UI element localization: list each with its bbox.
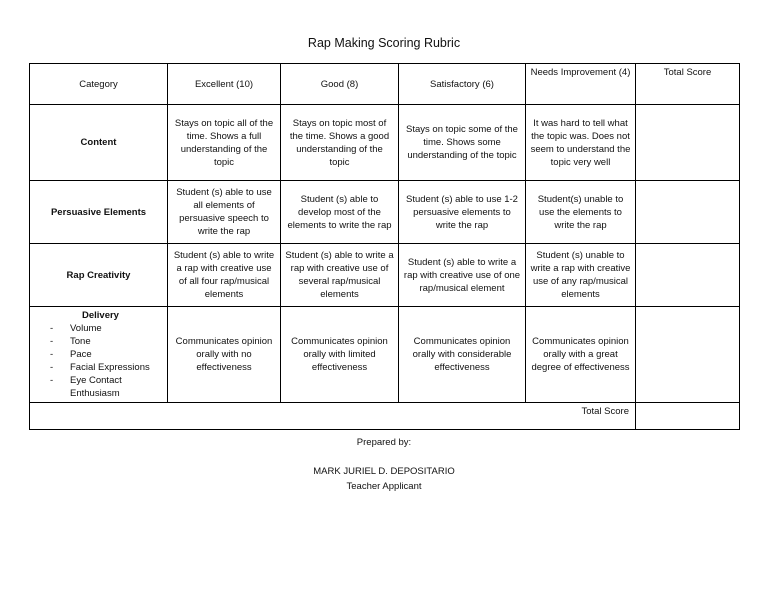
cell-persuasive-total [636,181,740,244]
delivery-title: Delivery [82,310,119,321]
header-excellent: Excellent (10) [168,64,281,105]
header-good: Good (8) [281,64,399,105]
header-category: Category [30,64,168,105]
cell-creativity-needs-improvement: Student (s) unable to write a rap with creative use of any rap/musical elements [526,244,636,307]
table-row [30,244,740,307]
total-score-label: Total Score [30,403,636,430]
header-needs-improvement: Needs Improvement (4) [526,64,636,105]
list-item: Enthusiasm [70,388,120,399]
header-row [30,64,740,105]
cell-persuasive-excellent: Student (s) able to use all elements of persuasive speech to write the rap [168,181,281,244]
cell-content-good: Stays on topic most of the time. Shows a good understanding of the topic [281,105,399,181]
cell-persuasive-good: Student (s) able to develop most of the elements to write the rap [281,181,399,244]
cell-creativity-excellent: Student (s) able to write a rap with creative use of all four rap/musical elements [168,244,281,307]
list-item: - Tone [50,336,91,347]
cell-persuasive-needs-improvement: Student(s) unable to use the elements to write the rap [526,181,636,244]
document-title: Rap Making Scoring Rubric [307,36,461,50]
cell-creativity-good: Student (s) able to write a rap with creative use of several rap/musical elements [281,244,399,307]
header-satisfactory: Satisfactory (6) [399,64,526,105]
cell-content-satisfactory: Stays on topic some of the time. Shows some understanding of the topic [399,105,526,181]
cell-creativity-total [636,244,740,307]
cell-delivery-needs-improvement: Communicates opinion orally with a great degree of effectiveness [526,307,636,403]
cell-delivery-satisfactory: Communicates opinion orally with considerable effectiveness [399,307,526,403]
category-persuasive-elements: Persuasive Elements [30,181,168,244]
list-item: - Volume [50,323,102,334]
category-delivery [30,307,168,403]
cell-delivery-total [636,307,740,403]
rubric-table [29,63,740,430]
cell-persuasive-satisfactory: Student (s) able to use 1-2 persuasive elements to write the rap [399,181,526,244]
total-row [30,403,740,430]
cell-delivery-excellent: Communicates opinion orally with no effectiveness [168,307,281,403]
list-item: - Pace [50,349,92,360]
category-rap-creativity: Rap Creativity [30,244,168,307]
category-content: Content [30,105,168,181]
table-row [30,307,740,403]
table-row [30,105,740,181]
cell-creativity-satisfactory: Student (s) able to write a rap with creative use of one rap/musical element [399,244,526,307]
cell-content-total [636,105,740,181]
preparer-name: MARK JURIEL D. DEPOSITARIO [313,466,455,477]
delivery-list [38,322,163,400]
table-row [30,181,740,244]
prepared-by: Prepared by: [356,437,412,448]
total-score-value [636,403,740,430]
preparer-role: Teacher Applicant [346,481,422,492]
list-item: - Facial Expressions [50,362,150,373]
list-item: - Eye Contact [50,375,122,386]
header-total-score: Total Score [636,64,740,105]
cell-content-needs-improvement: It was hard to tell what the topic was. Does not seem to understand the topic very well [526,105,636,181]
cell-content-excellent: Stays on topic all of the time. Shows a full understanding of the topic [168,105,281,181]
cell-delivery-good: Communicates opinion orally with limited effectiveness [281,307,399,403]
